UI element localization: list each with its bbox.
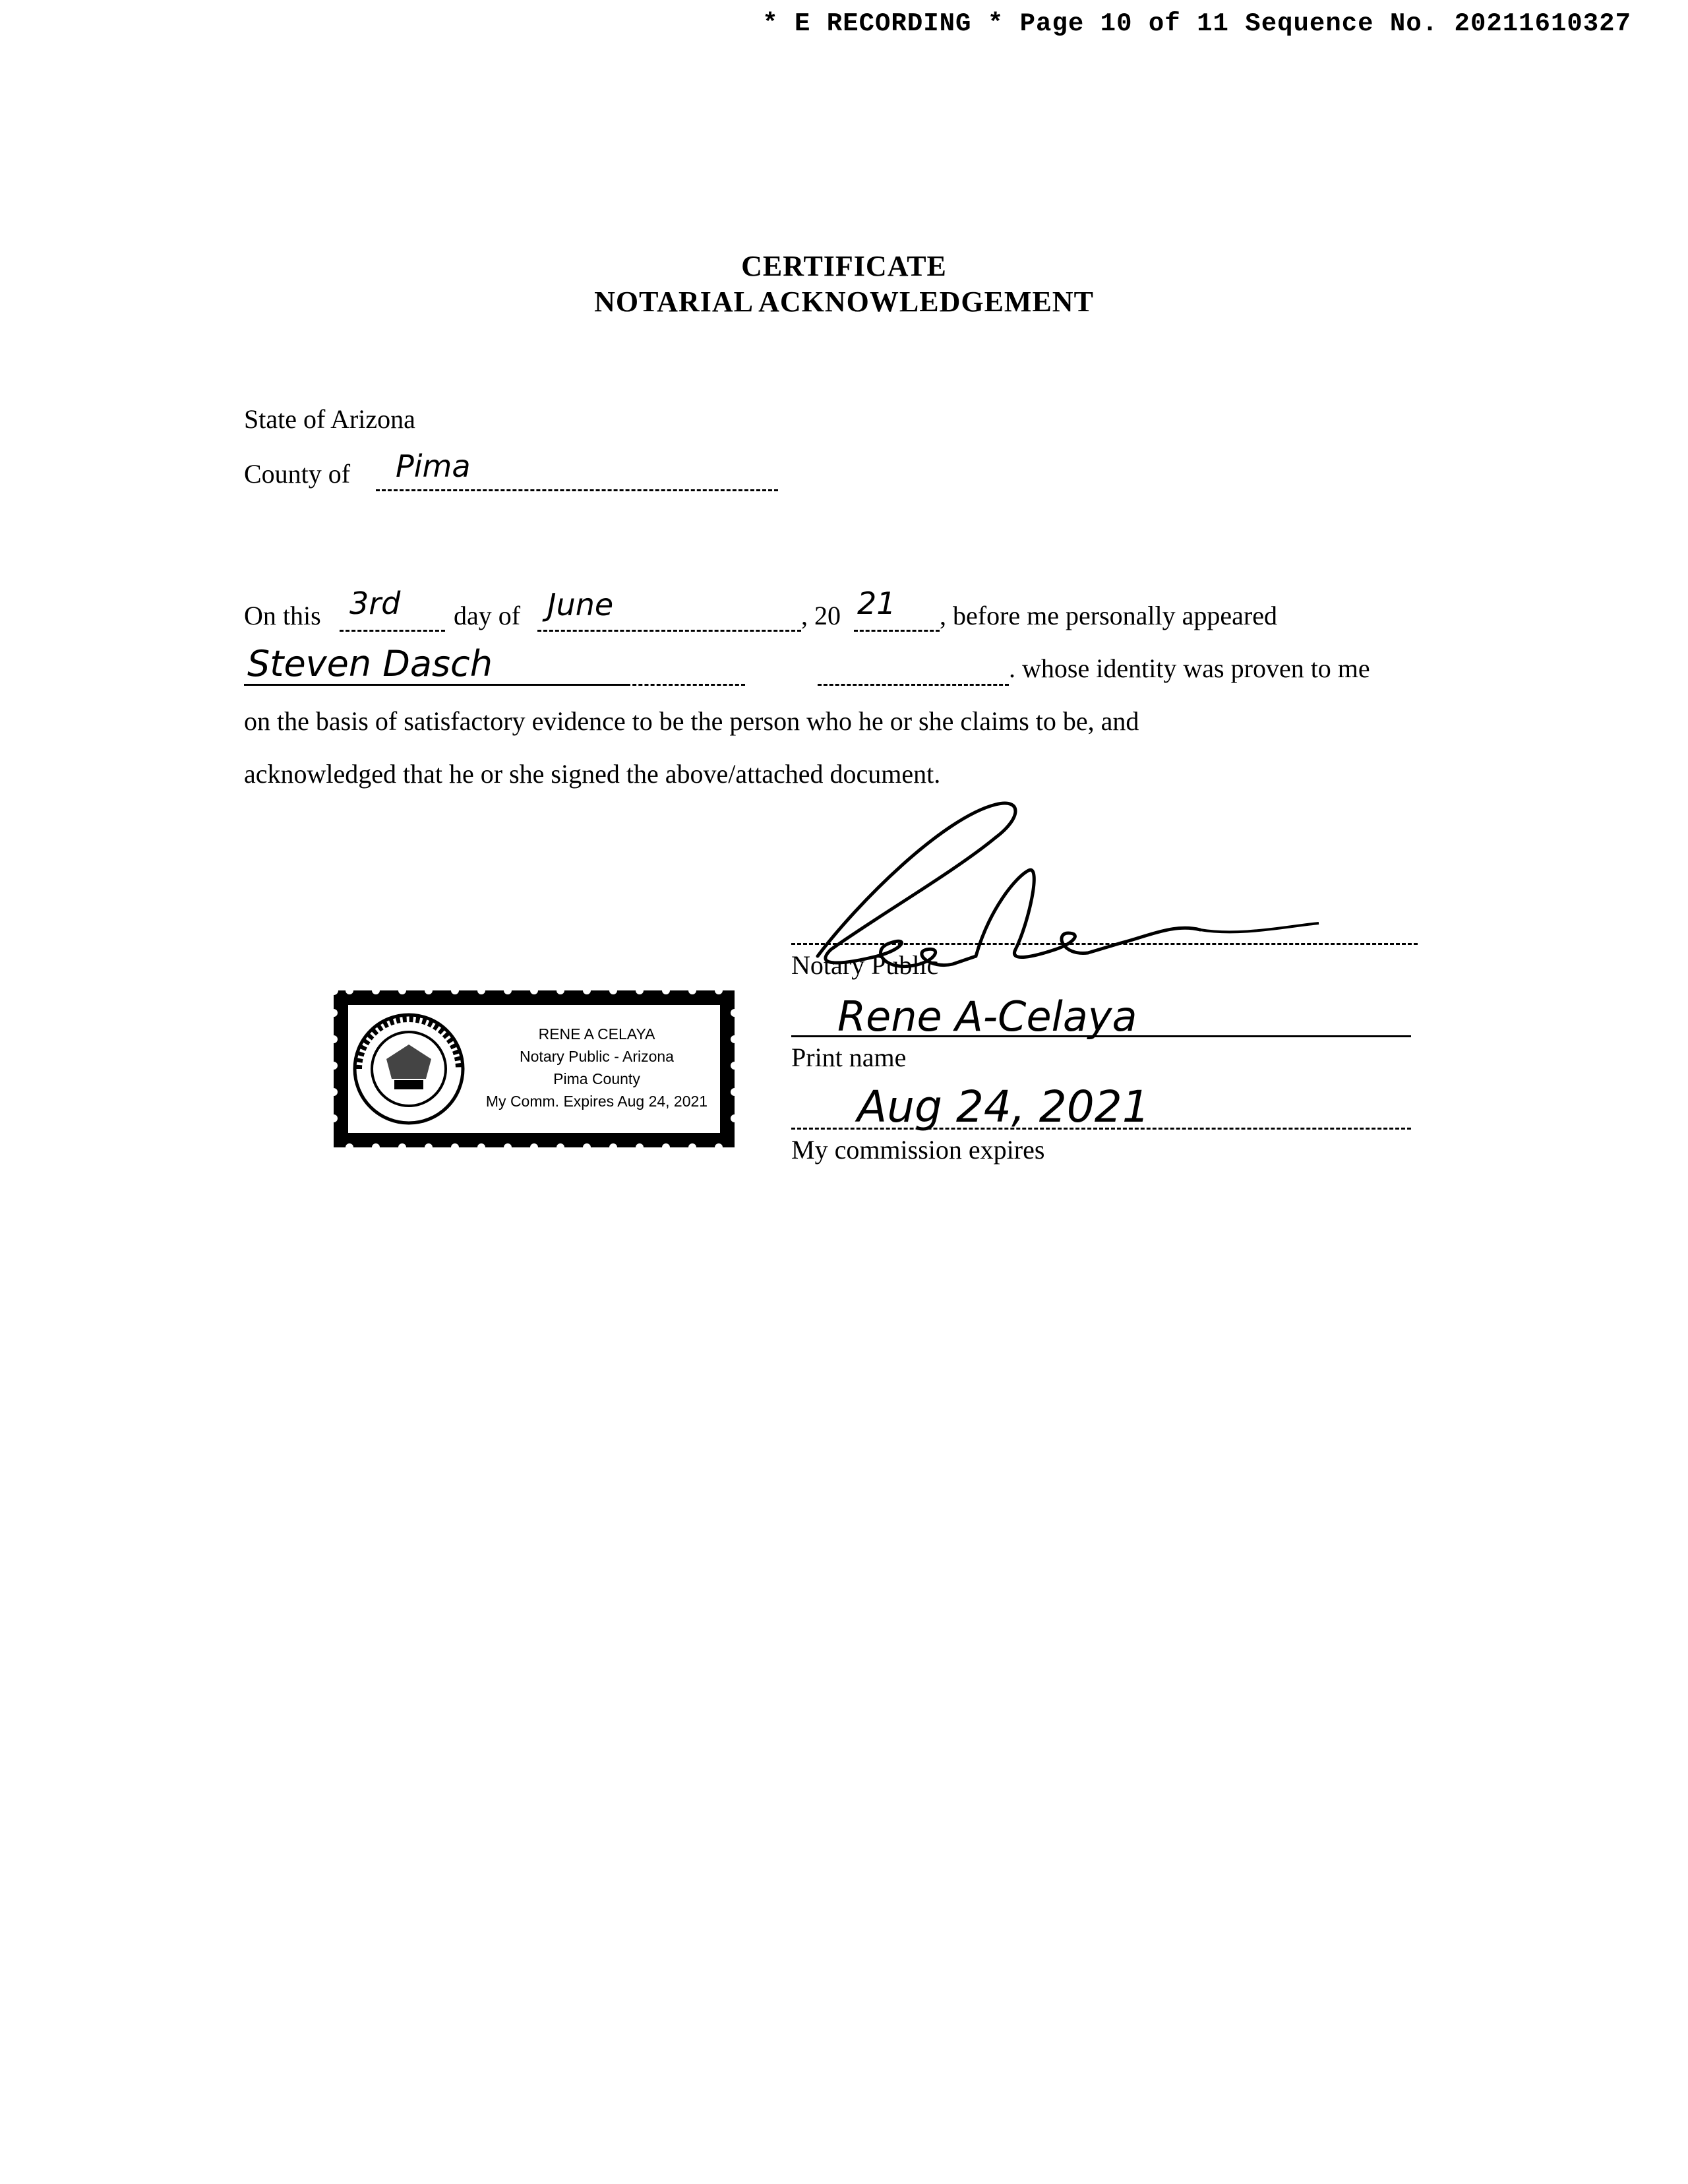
stamp-county: Pima County: [553, 1070, 640, 1087]
person-name-underline-2: [626, 684, 745, 686]
year-underline: [854, 630, 940, 632]
recording-header: * E RECORDING * Page 10 of 11 Sequence No. 20211610327: [762, 9, 1631, 38]
county-value: Pima: [396, 448, 471, 484]
county-label: County of: [244, 459, 351, 489]
day-of-label: day of: [454, 601, 521, 630]
month-value: June: [547, 587, 614, 622]
commission-label: My commission expires: [791, 1135, 1045, 1165]
month-underline: [537, 630, 801, 632]
state-seal-icon: [355, 1015, 463, 1123]
year-value: 21: [857, 586, 896, 621]
day-underline: [340, 630, 445, 632]
certificate-subtitle: NOTARIAL ACKNOWLEDGEMENT: [594, 286, 1094, 318]
notary-public-label: Notary Public: [791, 950, 939, 980]
person-name-underline: [244, 684, 626, 686]
county-underline: [376, 489, 778, 491]
person-name-underline-3: [818, 684, 1009, 686]
state-line: State of Arizona: [244, 404, 415, 434]
certificate-title: CERTIFICATE: [741, 250, 947, 282]
commission-value: Aug 24, 2021: [857, 1081, 1150, 1132]
print-name-value: Rene A-Celaya: [837, 992, 1137, 1041]
notary-stamp: [330, 986, 738, 1151]
before-me-text: , before me personally appeared: [940, 601, 1277, 630]
notary-signature-line: [791, 943, 1418, 945]
on-this-label: On this: [244, 601, 321, 630]
commission-line: [791, 1128, 1411, 1130]
whose-identity-text: . whose identity was proven to me: [1009, 653, 1370, 683]
print-name-label: Print name: [791, 1043, 907, 1072]
year-prefix: , 20: [801, 601, 841, 630]
stamp-title: Notary Public - Arizona: [520, 1048, 674, 1065]
print-name-line: [791, 1035, 1411, 1037]
appeared-person-name: Steven Dasch: [247, 643, 493, 684]
stamp-name: RENE A CELAYA: [538, 1025, 655, 1043]
body-line-3: on the basis of satisfactory evidence to be the person who he or she claims to be, and: [244, 706, 1139, 736]
body-line-4: acknowledged that he or she signed the above/attached document.: [244, 759, 941, 789]
stamp-expires: My Comm. Expires Aug 24, 2021: [485, 1093, 708, 1110]
day-value: 3rd: [349, 586, 401, 621]
